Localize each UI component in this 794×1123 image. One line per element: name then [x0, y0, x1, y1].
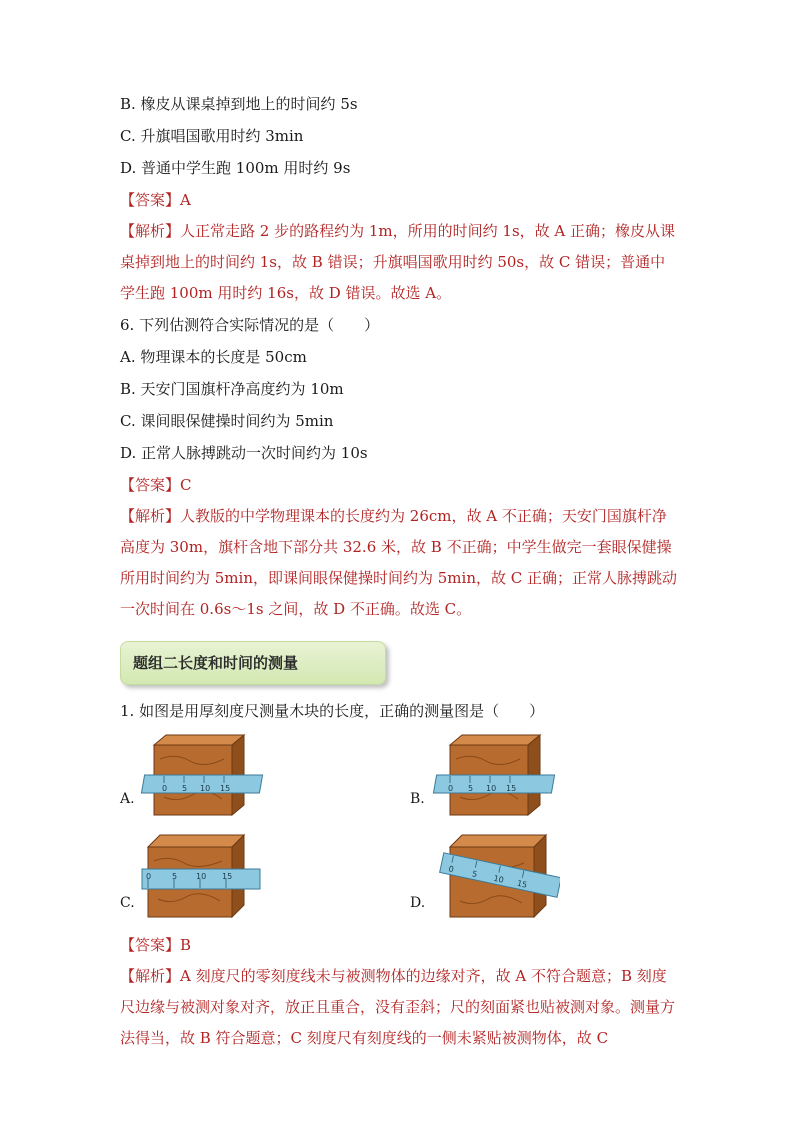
figure-c [120, 833, 270, 927]
q5-answer [120, 184, 680, 216]
figure-d [410, 833, 560, 927]
figure-b [410, 733, 560, 827]
analysis-tag: 【解析】 [120, 507, 181, 525]
analysis-text: 人正常走路 2 步的路程约为 1m，所用的时间约 1s，故 A 正确；橡皮从课桌掉到地上的时间约 1s，故 B 错误；升旗唱国歌用时约 50s，故 C 错误；普通中学生跑 100m 用时约 16s，故 D 错误。故选 A。 [120, 222, 676, 302]
analysis-tag: 【解析】 [120, 967, 181, 985]
figure-a [120, 733, 270, 827]
q6-option-a: A. 物理课本的长度是 50cm [120, 348, 307, 366]
ruler-tick-label: 5 [468, 784, 474, 793]
ruler-tick-label: 0 [146, 872, 152, 881]
analysis-text: A 刻度尺的零刻度线未与被测物体的边缘对齐，故 A 不符合题意；B 刻度尺边缘与被测对象对齐，放正且重合，没有歪斜；尺的刻面紧也贴被测对象。测量方法得当，故 B 符合题意；C 刻度尺有刻度线的一侧未紧贴被测物体，故 C [120, 967, 676, 1047]
ruler-tick-label: 15 [516, 878, 528, 890]
q6-stem: 6. 下列估测符合实际情况的是（ ） [120, 316, 380, 334]
q1-stem: 1. 如图是用厚刻度尺测量木块的长度，正确的测量图是（ ） [120, 702, 545, 720]
block-ruler-figure-d [410, 833, 560, 923]
q1-answer [120, 929, 680, 961]
figure-label-c: C. [120, 895, 135, 911]
ruler-tick-label: 10 [486, 784, 497, 793]
ruler-tick-label: 15 [506, 784, 517, 793]
ruler-tick-label: 0 [448, 784, 454, 793]
ruler-tick-label: 5 [172, 872, 178, 881]
analysis-tag: 【解析】 [120, 222, 181, 240]
ruler-tick-label: 0 [447, 864, 455, 875]
analysis-text: 人教版的中学物理课本的长度约为 26cm，故 A 不正确；天安门国旗杆净高度为 30m，旗杆含地下部分共 32.6 米，故 B 不正确；中学生做完一套眼保健操所用时间约为 5min，即课间眼保健操时间约为 5min，故 C 正确；正常人脉搏跳动一次时间在 0.6s～1s 之间，故 D 不正确。故选 C。 [120, 507, 678, 618]
q6-option-c: C. 课间眼保健操时间约为 5min [120, 412, 334, 430]
page-content [120, 88, 680, 1054]
section-banner: 题组二长度和时间的测量 [120, 641, 386, 685]
block-ruler-figure-b [410, 733, 560, 823]
answer-tag: 【答案】 [120, 936, 181, 954]
q1-figures [120, 733, 680, 929]
answer-tag: 【答案】 [120, 191, 181, 209]
answer-value: C [180, 476, 192, 494]
ruler-tick-label: 5 [471, 869, 479, 880]
ruler-tick-label: 15 [222, 872, 233, 881]
ruler-tick-label: 0 [162, 784, 168, 793]
q5-option-b: B. 橡皮从课桌掉到地上的时间约 5s [120, 95, 358, 113]
answer-value: B [180, 936, 192, 954]
q6-answer [120, 469, 680, 501]
ruler-tick-label: 10 [492, 873, 505, 885]
figure-label-d: D. [410, 895, 426, 911]
block-ruler-figure-c [120, 833, 270, 923]
ruler-tick-label: 5 [182, 784, 188, 793]
answer-tag: 【答案】 [120, 476, 181, 494]
q6-analysis [120, 501, 680, 625]
ruler-tick-label: 15 [220, 784, 231, 793]
figure-label-a: A. [120, 791, 135, 807]
answer-value: A [180, 191, 191, 209]
q5-option-d: D. 普通中学生跑 100m 用时约 9s [120, 159, 351, 177]
block-ruler-figure-a [120, 733, 270, 823]
q5-analysis [120, 216, 680, 309]
ruler-tick-label: 10 [196, 872, 207, 881]
q6-option-d: D. 正常人脉搏跳动一次时间约为 10s [120, 444, 368, 462]
figure-label-b: B. [410, 791, 425, 807]
q5-option-c: C. 升旗唱国歌用时约 3min [120, 127, 304, 145]
q6-option-b: B. 天安门国旗杆净高度约为 10m [120, 380, 344, 398]
ruler-tick-label: 10 [200, 784, 211, 793]
q1-analysis [120, 961, 680, 1054]
